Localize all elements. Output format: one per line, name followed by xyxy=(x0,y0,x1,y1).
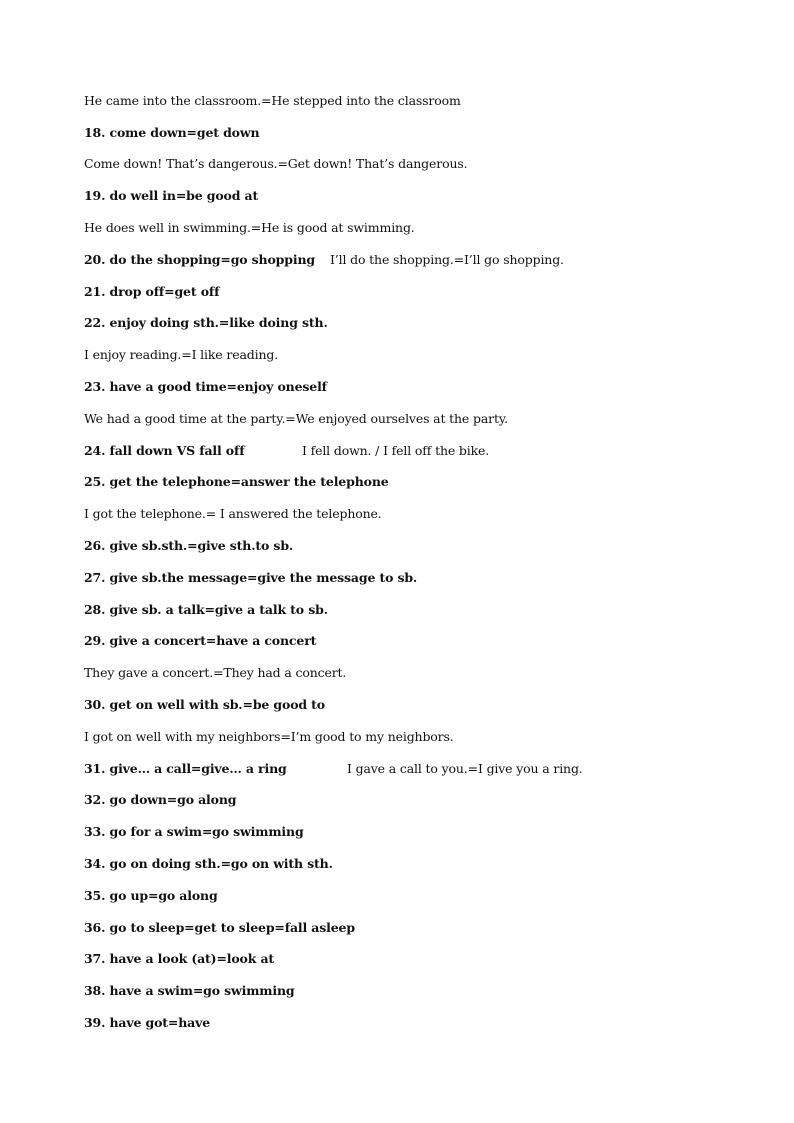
phrase-heading: 36. go to sleep=get to sleep=fall asleep xyxy=(84,920,355,935)
phrase-heading: 33. go for a swim=go swimming xyxy=(84,824,304,839)
inline-example: I fell down. / I fell off the bike. xyxy=(302,443,490,458)
inline-example: I’ll do the shopping.=I’ll go shopping. xyxy=(330,252,564,267)
phrase-heading: 27. give sb.the message=give the message to sb. xyxy=(84,570,418,585)
phrase-heading: 35. go up=go along xyxy=(84,888,218,903)
phrase-heading: 18. come down=get down xyxy=(84,125,260,140)
example-line: I got on well with my neighbors=I’m good to my neighbors. xyxy=(84,729,454,744)
inline-example: I gave a call to you.=I give you a ring. xyxy=(347,761,583,776)
phrase-heading: 28. give sb. a talk=give a talk to sb. xyxy=(84,602,328,617)
phrase-text: 31. give… a call=give… a ring xyxy=(84,761,287,776)
phrase-heading: 21. drop off=get off xyxy=(84,284,220,299)
phrase-heading: 38. have a swim=go swimming xyxy=(84,983,295,998)
phrase-heading: 34. go on doing sth.=go on with sth. xyxy=(84,856,333,871)
phrase-heading: 29. give a concert=have a concert xyxy=(84,633,317,648)
example-line: I got the telephone.= I answered the telephone. xyxy=(84,506,382,521)
phrase-text: 24. fall down VS fall off xyxy=(84,443,245,458)
phrase-heading: 23. have a good time=enjoy oneself xyxy=(84,379,327,394)
phrase-heading: 22. enjoy doing sth.=like doing sth. xyxy=(84,315,328,330)
example-line: I enjoy reading.=I like reading. xyxy=(84,347,279,362)
phrase-heading: 25. get the telephone=answer the telephone xyxy=(84,474,389,489)
phrase-heading: 26. give sb.sth.=give sth.to sb. xyxy=(84,538,294,553)
phrase-heading: 19. do well in=be good at xyxy=(84,188,259,203)
phrase-heading xyxy=(84,761,583,777)
phrase-heading xyxy=(84,443,490,459)
example-line: He does well in swimming.=He is good at swimming. xyxy=(84,220,415,235)
example-line: Come down! That’s dangerous.=Get down! That’s dangerous. xyxy=(84,156,468,171)
example-line: We had a good time at the party.=We enjoyed ourselves at the party. xyxy=(84,411,508,426)
phrase-heading: 39. have got=have xyxy=(84,1015,211,1030)
phrase-heading xyxy=(84,252,564,268)
phrase-heading: 32. go down=go along xyxy=(84,792,237,807)
phrase-heading: 37. have a look (at)=look at xyxy=(84,951,275,966)
phrase-heading: 30. get on well with sb.=be good to xyxy=(84,697,325,712)
example-line: He came into the classroom.=He stepped into the classroom xyxy=(84,93,461,108)
example-line: They gave a concert.=They had a concert. xyxy=(84,665,347,680)
phrase-text: 20. do the shopping=go shopping xyxy=(84,252,315,267)
